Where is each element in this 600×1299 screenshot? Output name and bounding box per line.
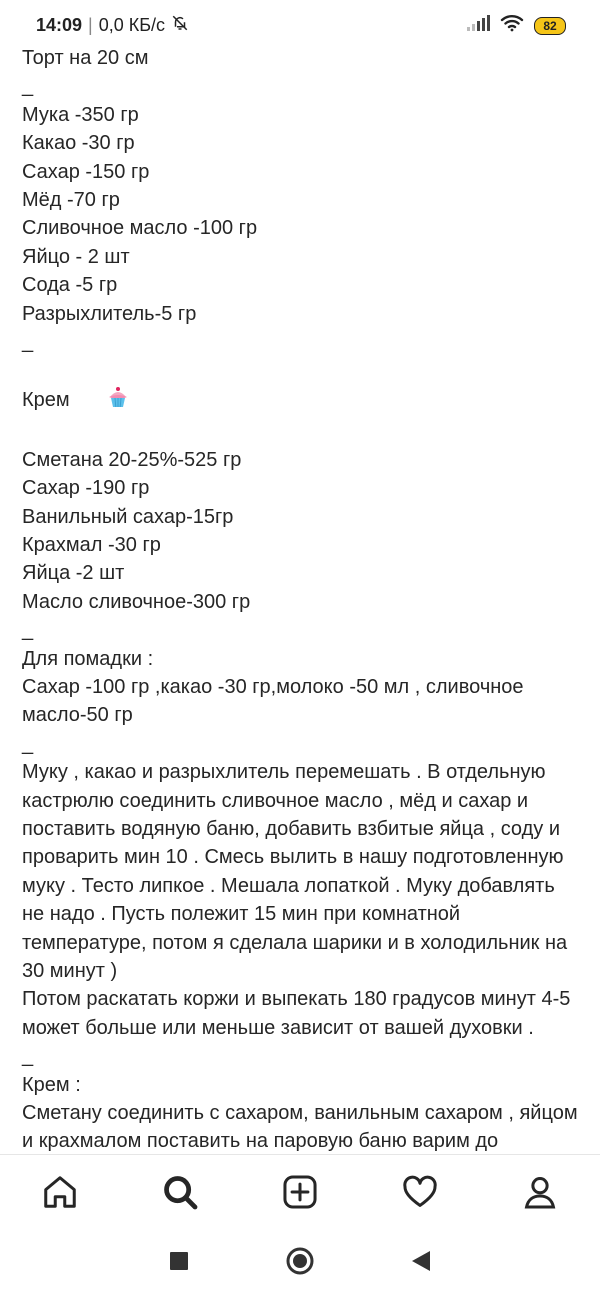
divider-line: _: [22, 619, 34, 642]
home-circle-icon[interactable]: [285, 1246, 315, 1281]
ingredient-line: Масло сливочное-300 гр: [22, 590, 251, 613]
search-icon[interactable]: [150, 1162, 210, 1222]
network-speed: 0,0 КБ/с: [98, 15, 166, 35]
glaze-ingredients: Сахар -100 гр ,какао -30 гр,молоко -50 мл , сливочное масло-50 гр: [22, 675, 524, 727]
status-bar: [0, 0, 600, 50]
wifi-icon: [500, 14, 524, 37]
divider-line: _: [22, 1045, 34, 1068]
profile-icon[interactable]: [510, 1162, 570, 1222]
divider-line: _: [22, 331, 34, 354]
cream-instructions-heading: Крем :: [22, 1073, 81, 1096]
add-post-icon[interactable]: [270, 1162, 330, 1222]
heart-icon[interactable]: [390, 1162, 450, 1222]
ingredient-line: Крахмал -30 гр: [22, 533, 161, 556]
divider-line: _: [22, 75, 34, 98]
status-separator: |: [88, 15, 93, 35]
ingredient-line: Яйца -2 шт: [22, 562, 125, 585]
cupcake-icon: [74, 356, 129, 445]
bottom-navigation: [0, 1154, 600, 1229]
ingredient-line: Разрыхлитель-5 гр: [22, 302, 197, 325]
cream-instructions: Сметану соединить с сахаром, ванильным сахаром , яйцом и крахмалом поставить на паровую баню варим до: [22, 1102, 578, 1153]
cream-heading-text: Крем: [22, 389, 70, 412]
ingredient-line: Какао -30 гр: [22, 132, 135, 155]
recents-square-icon[interactable]: [169, 1251, 189, 1276]
ingredient-line: Сахар -190 гр: [22, 477, 150, 500]
ingredient-line: Сода -5 гр: [22, 274, 118, 297]
ingredient-line: Мёд -70 гр: [22, 189, 120, 212]
glaze-heading: Для помадки :: [22, 647, 154, 670]
ingredient-line: Яйцо - 2 шт: [22, 245, 130, 268]
ingredient-line: Сахар -150 гр: [22, 160, 150, 183]
ingredient-line: Ванильный сахар-15гр: [22, 505, 234, 528]
home-icon[interactable]: [30, 1162, 90, 1222]
back-triangle-icon[interactable]: [411, 1250, 431, 1277]
instructions-paragraph: Муку , какао и разрыхлитель перемешать . В отдельную кастрюлю соединить сливочное масло , мёд и сахар и поставить водяную баню, добавить взбитые яйца , соду и проварить мин 10 . Смесь вылить в нашу подготовленную муку . Тесто липкое . Мешала лопаткой . Муку добавлять не надо . Пусть полежит 15 мин при комнатной температуре, потом я сделала шарики и в холодильник на 30 минут ): [22, 761, 568, 982]
status-time: 14:09: [36, 15, 83, 35]
system-navigation: [0, 1228, 600, 1299]
ingredient-line: Мука -350 гр: [22, 103, 139, 126]
instructions-paragraph: Потом раскатать коржи и выпекать 180 градусов минут 4-5 может больше или меньше зависит от вашей духовки .: [22, 988, 571, 1039]
battery-icon: 82: [534, 17, 566, 35]
cream-heading: [22, 356, 582, 445]
post-caption: [22, 44, 582, 1184]
status-right: [466, 14, 566, 37]
recipe-title: Торт на 20 см: [22, 47, 149, 69]
ingredient-line: Сливочное масло -100 гр: [22, 217, 258, 240]
ingredient-line: Сметана 20-25%-525 гр: [22, 448, 242, 471]
divider-line: _: [22, 732, 34, 755]
signal-icon: [466, 15, 490, 36]
bell-off-icon: [171, 14, 189, 37]
status-left: [36, 14, 189, 37]
